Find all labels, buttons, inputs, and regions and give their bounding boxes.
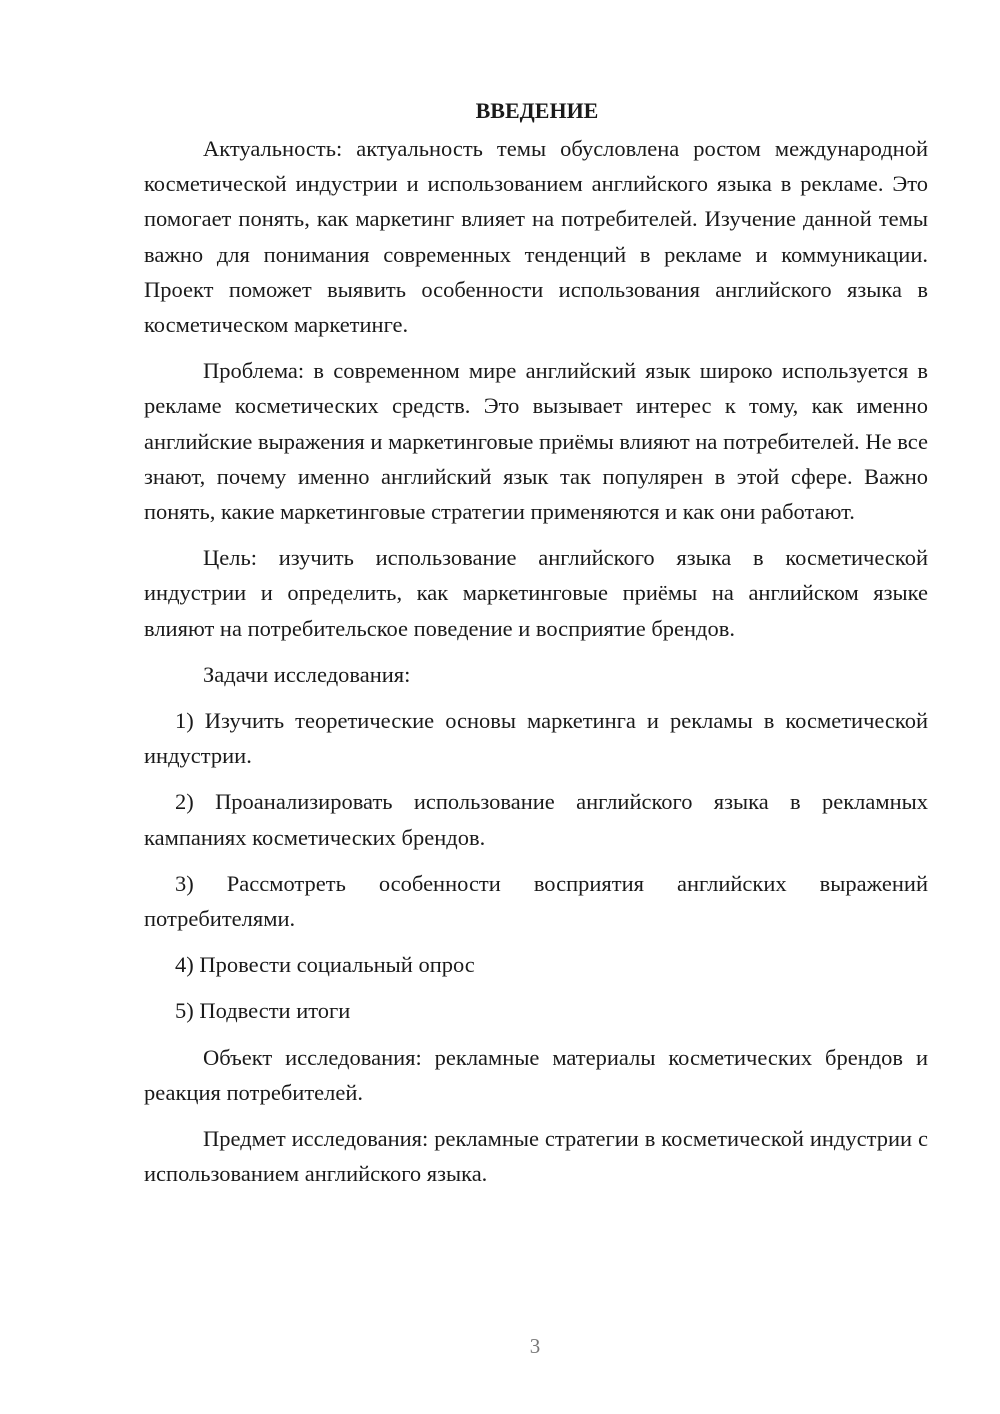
document-page — [144, 95, 928, 1202]
subject-paragraph: Предмет исследования: рекламные стратегии в косметической индустрии с использованием английского языка. — [144, 1126, 928, 1187]
section-heading: ВВЕДЕНИЕ — [475, 98, 599, 123]
object-paragraph: Объект исследования: рекламные материалы косметических брендов и реакция потребителей. — [144, 1044, 928, 1105]
page-number: 3 — [529, 1334, 541, 1358]
task-item-5: 5) Подвести итоги — [175, 998, 351, 1024]
goal-paragraph: Цель: изучить использование английского языка в косметической индустрии и определить, как маркетинговые приёмы на английском языке влияют на потребительское поведение и восприятие брендов. — [144, 545, 928, 641]
task-item-2: 2) Проанализировать использование английского языка в рекламных кампаниях косметических брендов. — [144, 789, 928, 850]
relevance-paragraph: Актуальность: актуальность темы обусловлена ростом международной косметической индустрии и использованием английского языка в рекламе. Это помогает понять, как маркетинг влияет на потребителей. Изучение данной темы важно для понимания современных тенденций в рекламе и коммуникации. Проект поможет выявить особенности использования английского языка в косметическом маркетинге. — [144, 136, 928, 338]
task-item-1: 1) Изучить теоретические основы маркетинга и рекламы в косметической индустрии. — [144, 708, 928, 769]
tasks-heading: Задачи исследования: — [203, 661, 411, 687]
task-item-3: 3) Рассмотреть особенности восприятия английских выражений потребителями. — [144, 870, 928, 932]
task-item-4: 4) Провести социальный опрос — [175, 952, 475, 978]
problem-paragraph: Проблема: в современном мире английский язык широко используется в рекламе косметических средств. Это вызывает интерес к тому, как именно английские выражения и маркетинговые приёмы влияют на потребителей. Не все знают, почему именно английский язык так популярен в этой сфере. Важно понять, какие маркетинговые стратегии применяются и как они работают. — [144, 358, 928, 525]
